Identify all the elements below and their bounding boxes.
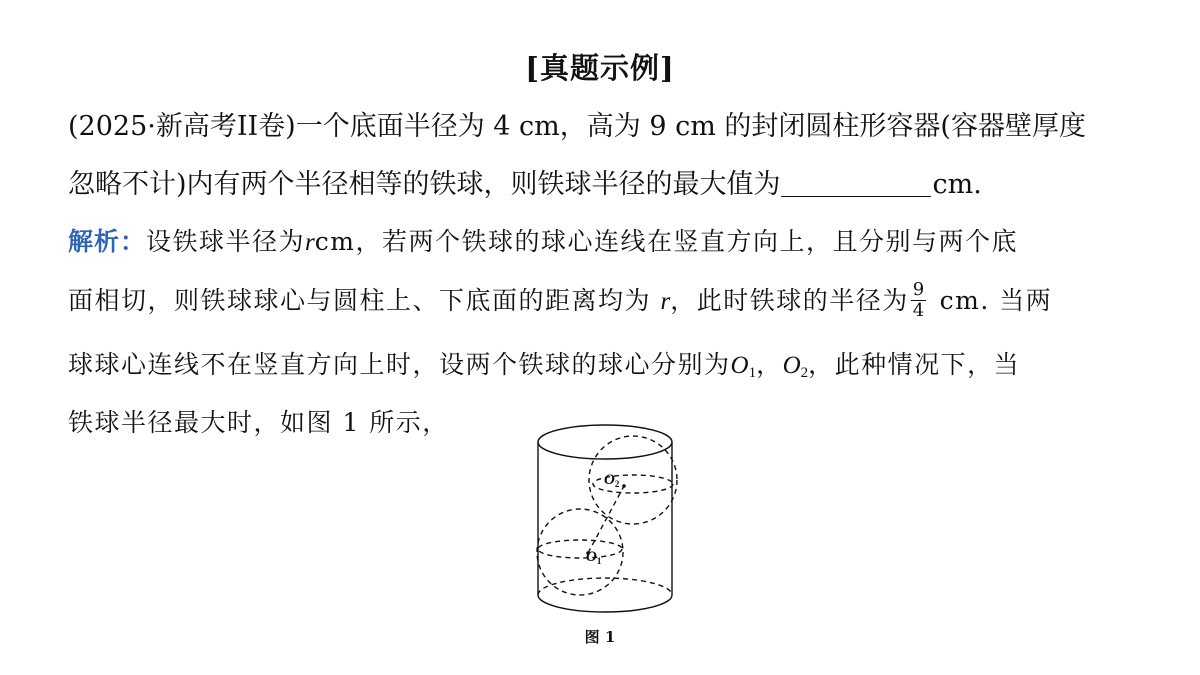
lower-sphere — [537, 509, 623, 595]
analysis-text: ，此种情况下，当 — [808, 350, 1021, 379]
center-connector — [588, 486, 624, 553]
figure-label-o2: $O_2$ — [604, 472, 620, 489]
problem-line-2 — [68, 166, 1148, 204]
fraction-9-4 — [911, 280, 926, 321]
analysis-comma: ， — [756, 350, 783, 379]
center-o1 — [731, 352, 757, 379]
analysis-line-3 — [68, 347, 1148, 391]
answer-unit: cm. — [932, 169, 982, 200]
analysis-text: 面相切，则铁球球心与圆柱上、下底面的距离均为 — [68, 286, 652, 315]
center-o2-dot — [622, 484, 626, 488]
upper-sphere — [589, 436, 677, 524]
cylinder-bottom-front-arc — [538, 595, 672, 612]
lower-sphere-equator — [538, 540, 622, 558]
fraction-numerator: 9 — [912, 279, 925, 300]
analysis-line-4: 铁球半径最大时，如图 1 所示， — [68, 408, 449, 437]
figure-caption: 图 1 — [584, 628, 616, 646]
analysis-text: cm. 当两 — [930, 286, 1053, 315]
figure-label-o1: $O_1$ — [586, 549, 602, 566]
cylinder-top-ellipse — [538, 425, 672, 459]
section-heading: [真题示例] — [525, 51, 675, 85]
center-o2-letter: O — [782, 352, 801, 379]
analysis-line-2 — [68, 279, 1148, 323]
answer-blank — [781, 170, 931, 197]
center-o1-subscript: 1 — [748, 365, 757, 381]
variable-r: r — [660, 288, 671, 315]
analysis-line-1 — [68, 224, 1148, 261]
analysis-text: 球球心连线不在竖直方向上时，设两个铁球的球心分别为 — [68, 350, 731, 379]
analysis-text: cm，若两个铁球的球心连线在竖直方向上，且分别与两个底 — [314, 227, 1018, 256]
analysis-text: ，此时铁球的半径为 — [670, 286, 909, 315]
center-o2 — [783, 352, 809, 379]
cylinder-figure — [530, 420, 690, 620]
center-o1-letter: O — [730, 352, 749, 379]
fraction-denominator: 4 — [912, 300, 925, 321]
variable-r: r — [305, 229, 315, 256]
center-o2-subscript: 2 — [800, 365, 809, 381]
analysis-label: 解析： — [68, 227, 147, 256]
problem-line-2-text: 忽略不计)内有两个半径相等的铁球，则铁球半径的最大值为 — [68, 169, 781, 200]
analysis-text: 设铁球半径为 — [146, 227, 306, 256]
problem-line-1: (2025·新高考II卷)一个底面半径为 4 cm，高为 9 cm 的封闭圆柱形容器(容器壁厚度 — [68, 111, 1086, 142]
